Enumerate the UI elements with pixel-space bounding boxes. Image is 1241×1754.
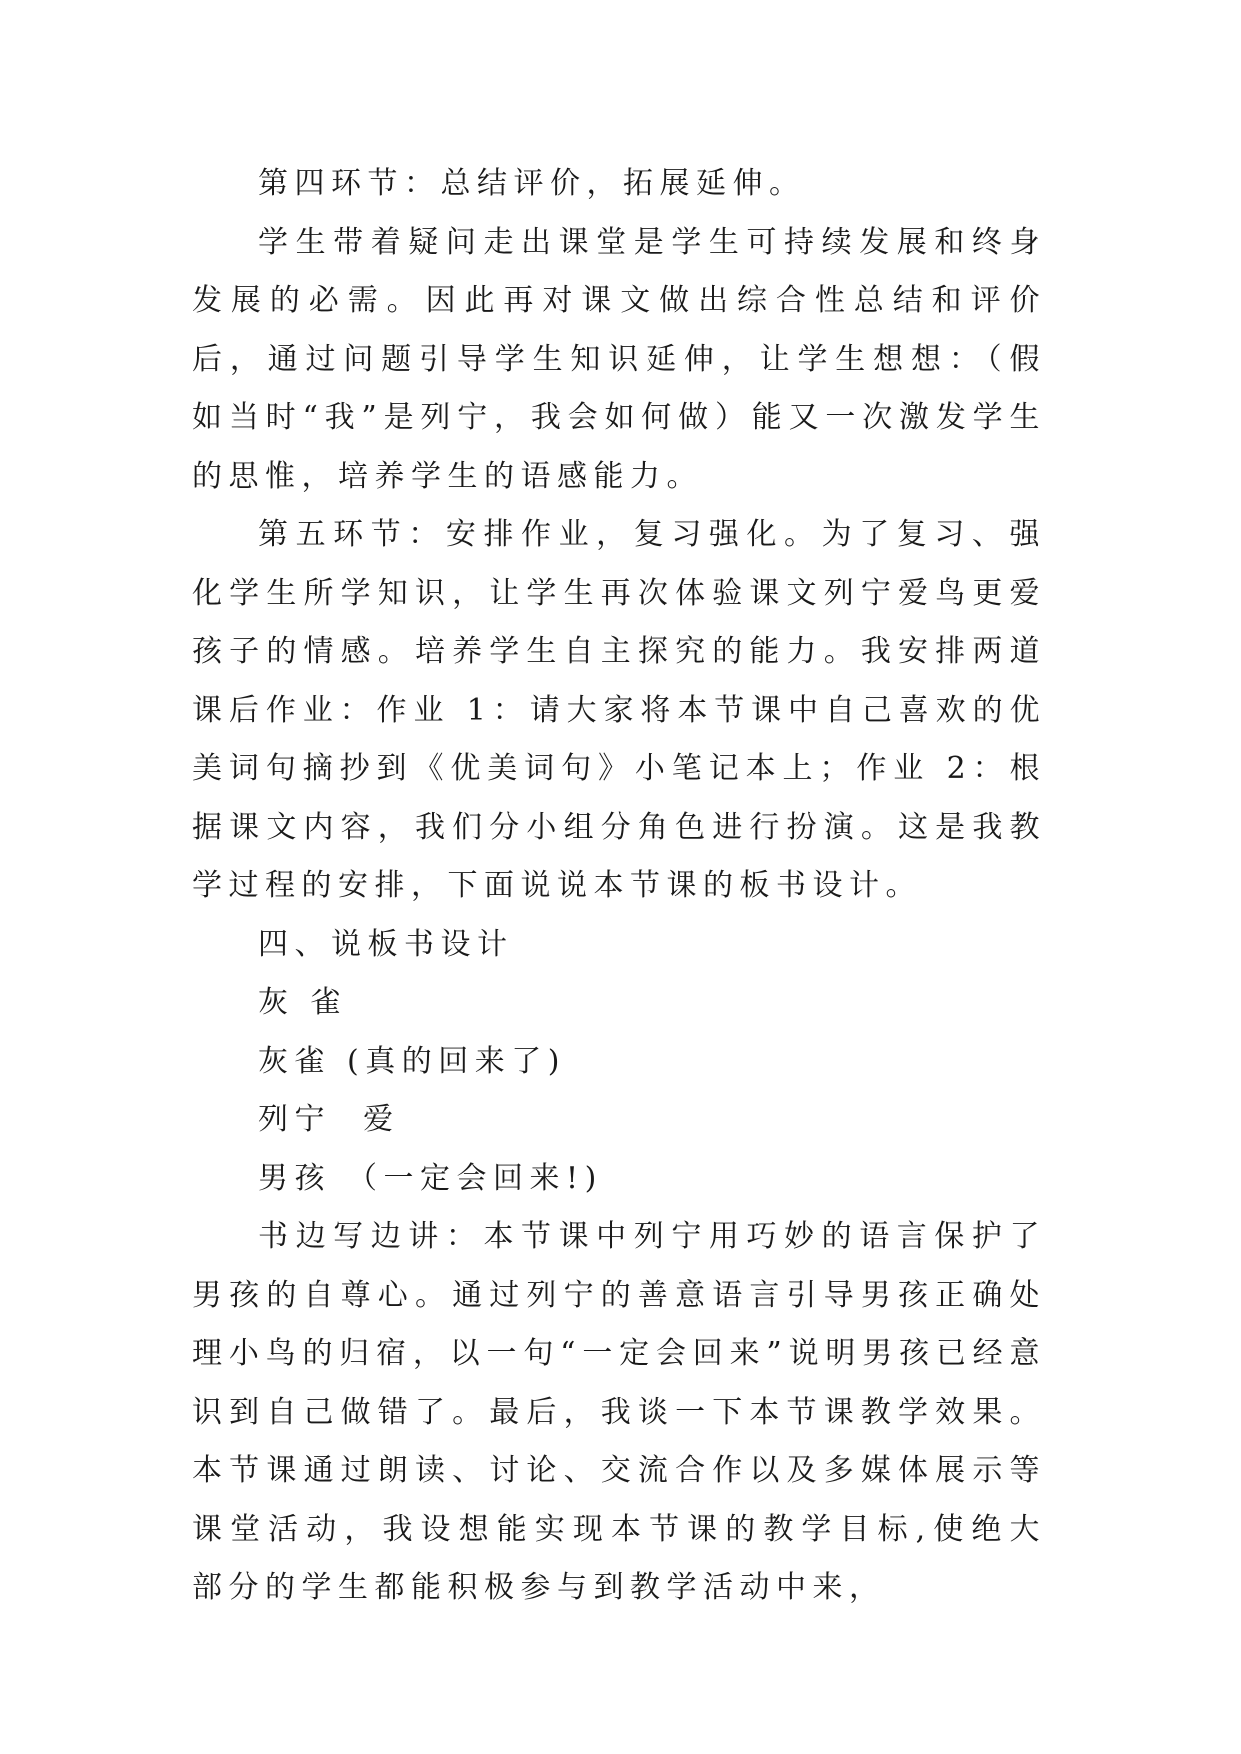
- paragraph-step-5-body: 第五环节：安排作业，复习强化。为了复习、强化学生所学知识，让学生再次体验课文列宁爱鸟更爱孩子的情感。培养学生自主探究的能力。我安排两道课后作业：作业 1：请大家将本节课中自己喜欢的优美词句摘抄到《优美词句》小笔记本上；作业 2：根据课文内容，我们分小组分角色进行扮演。这是我教学过程的安排，下面说说本节课的板书设计。: [192, 517, 1046, 903]
- section-heading-step-4: 第四环节：总结评价，拓展延伸。: [258, 166, 806, 201]
- paragraph-blackboard-explanation: 书边写边讲：本节课中列宁用巧妙的语言保护了男孩的自尊心。通过列宁的善意语言引导男孩正确处理小鸟的归宿，以一句“一定会回来”说明男孩已经意识到自己做错了。最后，我谈一下本节课教学效果。本节课通过朗读、讨论、交流合作以及多媒体展示等课堂活动，我设想能实现本节课的教学目标,使绝大部分的学生都能积极参与到教学活动中来，: [192, 1219, 1046, 1605]
- blackboard-line-lenin: 列宁 爱: [258, 1102, 400, 1137]
- section-heading-blackboard-design: 四、说板书设计: [258, 926, 514, 962]
- document-body: [192, 155, 1046, 1618]
- paragraph-step-4-body: 学生带着疑问走出课堂是学生可持续发展和终身发展的必需。因此再对课文做出综合性总结和评价后，通过问题引导学生知识延伸，让学生想想：（假如当时“我”是列宁，我会如何做）能又一次激发学生的思惟，培养学生的语感能力。: [192, 224, 1046, 494]
- blackboard-line-title: 灰 雀: [258, 985, 348, 1020]
- blackboard-line-boy: 男孩 （一定会回来!): [258, 1160, 603, 1196]
- blackboard-line-sparrow: 灰雀 (真的回来了): [258, 1043, 566, 1079]
